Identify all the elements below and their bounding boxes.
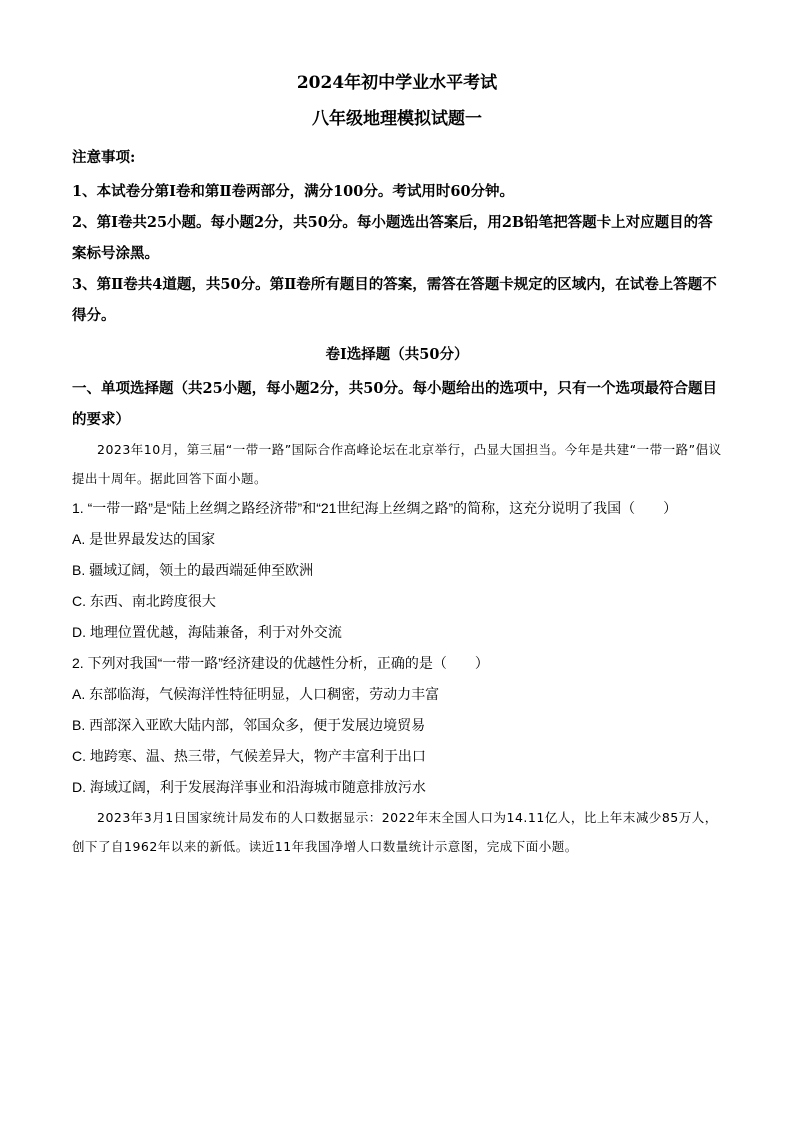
reading-passage: 2023年3月1日国家统计局发布的人口数据显示：2022年末全国人口为14.11亿人，比上年末减少85万人，创下了自1962年以来的新低。读近11年我国净增人口数量统计示意图，完成下面小题。 (72, 810, 718, 854)
option-c: C. 地跨寒、温、热三带，气候差异大，物产丰富利于出口 (72, 748, 426, 764)
question-block (72, 493, 722, 648)
reading-passage: 2023年10月，第三届“一带一路”国际合作高峰论坛在北京举行，凸显大国担当。今年是共建“一带一路”倡议提出十周年。据此回答下面小题。 (72, 442, 722, 486)
option-c: C. 东西、南北跨度很大 (72, 593, 216, 609)
note-item: 3、第Ⅱ卷共4道题，共50分。第Ⅱ卷所有题目的答案，需答在答题卡规定的区域内，在试卷上答题不得分。 (72, 276, 717, 324)
part-heading: 一、单项选择题（共25小题，每小题2分，共50分。每小题给出的选项中，只有一个选项最符合题目的要求） (72, 380, 717, 428)
question-block (72, 648, 722, 803)
note-item: 2、第Ⅰ卷共25小题。每小题2分，共50分。每小题选出答案后，用2B铅笔把答题卡上对应题目的答案标号涂黑。 (72, 214, 713, 262)
option-b: B. 疆域辽阔，领土的最西端延伸至欧洲 (72, 562, 314, 578)
question-stem: 2. 下列对我国“一带一路”经济建设的优越性分析，正确的是（ ） (72, 655, 489, 671)
option-d: D. 地理位置优越，海陆兼备，利于对外交流 (72, 624, 342, 640)
notes-list (72, 176, 722, 331)
option-b: B. 西部深入亚欧大陆内部，邻国众多，便于发展边境贸易 (72, 717, 426, 733)
exam-subtitle: 八年级地理模拟试题一 (312, 109, 482, 129)
section-title: 卷Ⅰ选择题（共50分） (325, 346, 469, 363)
notes-heading: 注意事项: (72, 149, 136, 166)
question-stem: 1. “一带一路”是“陆上丝绸之路经济带”和“21世纪海上丝绸之路”的简称，这充分说明了我国（ ） (72, 500, 678, 516)
note-item: 1、本试卷分第Ⅰ卷和第Ⅱ卷两部分，满分100分。考试用时60分钟。 (72, 183, 515, 200)
option-d: D. 海域辽阔，利于发展海洋事业和沿海城市随意排放污水 (72, 779, 426, 795)
option-a: A. 东部临海，气候海洋性特征明显，人口稠密，劳动力丰富 (72, 686, 440, 702)
option-a: A. 是世界最发达的国家 (72, 531, 216, 547)
exam-title: 2024年初中学业水平考试 (296, 73, 498, 93)
